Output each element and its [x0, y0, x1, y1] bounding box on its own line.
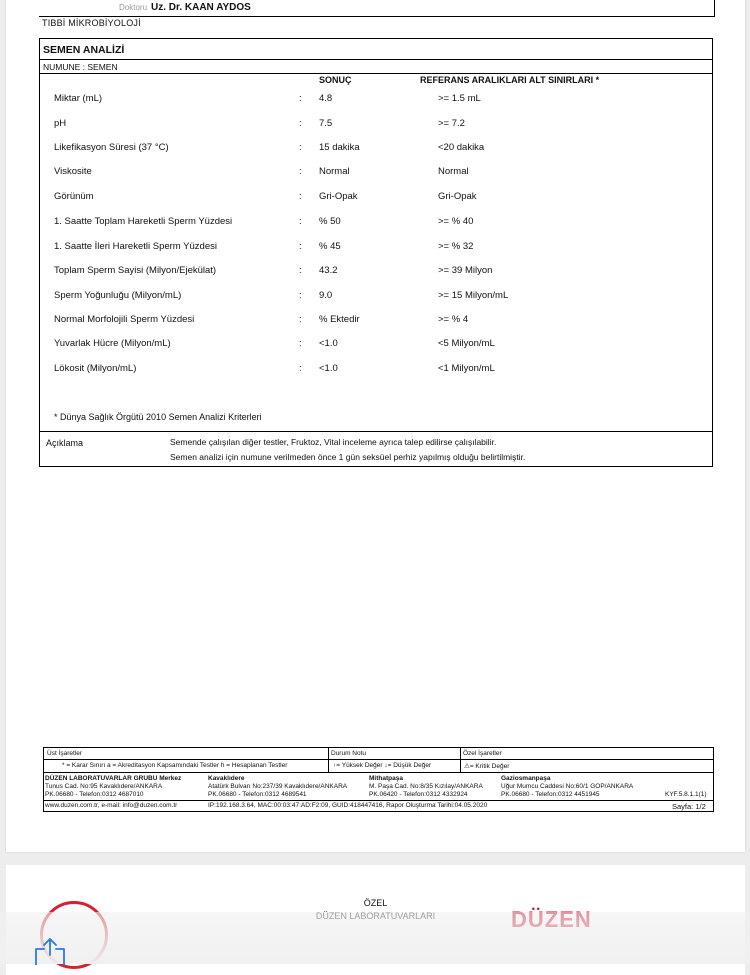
lab-name: DÜZEN LABORATUVARLAR GRUBU Merkez	[45, 775, 182, 782]
param-name: Viskosite	[54, 166, 92, 177]
result-value: 9.0	[319, 290, 333, 301]
doctor-line	[39, 0, 715, 17]
status-title: Durum Notu	[331, 750, 367, 757]
reference-value: Normal	[438, 166, 469, 177]
result-row	[40, 166, 712, 182]
sample-label: NUMUNE : SEMEN	[43, 62, 118, 72]
gaziosmanpasa-address: Uğur Mumcu Caddesi No:60/1 GOP/ANKARA	[501, 783, 634, 790]
result-value: % 45	[319, 241, 341, 252]
reference-value: >= 39 Milyon	[438, 265, 493, 276]
result-value: 43.2	[319, 265, 338, 276]
param-name: Görünüm	[54, 191, 94, 202]
mithatpasa-title: Mithatpaşa	[369, 775, 403, 782]
result-row	[40, 216, 712, 232]
result-value: 15 dakika	[319, 142, 360, 153]
kavaklidere-address: Atatürk Bulvarı No:237/39 Kavaklıdere/ANKARA	[208, 783, 348, 790]
reference-value: >= 15 Milyon/mL	[438, 290, 509, 301]
result-column-header: SONUÇ	[319, 75, 352, 85]
page-number: Sayfa: 1/2	[672, 802, 706, 811]
report-page-1	[6, 0, 745, 852]
gaziosmanpasa-phone: PK.06680 - Telefon:0312 4451945	[501, 791, 600, 798]
result-row	[40, 118, 712, 134]
kavaklidere-phone: PK.06680 - Telefon:0312 4689541	[208, 791, 307, 798]
param-name: Normal Morfolojili Sperm Yüzdesi	[54, 314, 195, 325]
row-separator: :	[299, 265, 302, 276]
param-name: Miktar (mL)	[54, 93, 103, 104]
reference-value: >= 7.2	[438, 118, 465, 129]
result-row	[40, 241, 712, 257]
explanation-line-2: Semen analizi için numune verilmeden önce 1 gün seksüel perhiz yapılmış olduğu belirtilmiştir.	[170, 452, 526, 462]
status-note: ↑= Yüksek Değer ↓= Düşük Değer	[333, 762, 432, 769]
reference-column-header: REFERANS ARALIKLARI ALT SINIRLARI *	[420, 75, 600, 85]
row-separator: :	[299, 93, 302, 104]
reference-value: >= % 4	[438, 314, 469, 325]
param-name: Yuvarlak Hücre (Milyon/mL)	[54, 338, 171, 349]
result-value: % Ektedir	[319, 314, 360, 325]
param-name: Lökosit (Milyon/mL)	[54, 363, 137, 374]
reference-value: <1 Milyon/mL	[438, 363, 495, 374]
explanation	[40, 431, 712, 467]
reference-value: >= 1.5 mL	[438, 93, 481, 104]
row-separator: :	[299, 314, 302, 325]
reference-value: <5 Milyon/mL	[438, 338, 495, 349]
param-name: Likefikasyon Süresi (37 °C)	[54, 142, 169, 153]
param-name: 1. Saatte İleri Hareketli Sperm Yüzdesi	[54, 241, 217, 252]
result-value: 4.8	[319, 93, 333, 104]
doctor-name: Uz. Dr. KAAN AYDOS	[151, 2, 251, 13]
top-signs-title: Üst İşaretler	[47, 750, 83, 757]
row-separator: :	[299, 166, 302, 177]
footnote: * Dünya Sağlık Örgütü 2010 Semen Analizi Kriterleri	[54, 412, 262, 422]
param-name: pH	[54, 118, 67, 129]
result-value: 7.5	[319, 118, 333, 129]
row-separator: :	[299, 142, 302, 153]
param-name: Toplam Sperm Sayisi (Milyon/Ejekülat)	[54, 265, 217, 276]
explanation-line-1: Semende çalışılan diğer testler, Fruktoz, Vital inceleme ayrıca talep edilirse çalışılabilir.	[170, 437, 497, 447]
result-value: % 50	[319, 216, 341, 227]
reference-value: Gri-Opak	[438, 191, 477, 202]
page2-line-1: ÖZEL	[363, 898, 388, 908]
report-meta: IP:192.168.3.64, MAC:00:03:47:AD:F2:09, GUID:418447416, Rapor Oluşturma Tarihi:04.05.2020	[208, 802, 488, 809]
sample-line	[40, 59, 712, 73]
semen-analysis-box	[39, 38, 713, 467]
reference-value: >= % 32	[438, 241, 474, 252]
department: TIBBİ MİKROBİYOLOJİ	[42, 18, 141, 28]
lab-phone: PK.06680 - Telefon:0312 4687010	[45, 791, 144, 798]
kavaklidere-title: Kavaklıdere	[208, 775, 245, 782]
bottom-toolbar	[0, 912, 750, 964]
result-row	[40, 93, 712, 109]
explanation-label: Açıklama	[46, 438, 84, 448]
web-contact: www.duzen.com.tr, e-mail: info@duzen.com.tr	[45, 802, 178, 809]
row-separator: :	[299, 241, 302, 252]
result-row	[40, 265, 712, 281]
row-separator: :	[299, 290, 302, 301]
gaziosmanpasa-title: Gaziosmanpaşa	[501, 775, 551, 782]
row-separator: :	[299, 216, 302, 227]
mithatpasa-address: M. Paşa Cad. No:8/35 Kızılay/ANKARA	[369, 783, 483, 790]
doctor-label: Doktoru	[119, 3, 148, 12]
result-row	[40, 191, 712, 207]
lab-address: Tunus Cad. No:95 Kavaklıdere/ANKARA	[45, 783, 163, 790]
result-value: Normal	[319, 166, 350, 177]
row-separator: :	[299, 191, 302, 202]
result-value: <1.0	[319, 338, 338, 349]
share-icon[interactable]	[30, 935, 70, 965]
document-code: KYF.5.8.1.1(1)	[665, 791, 707, 798]
result-row	[40, 314, 712, 330]
result-row	[40, 363, 712, 379]
result-row	[40, 338, 712, 354]
result-row	[40, 142, 712, 158]
special-title: Özel İşaretler	[463, 750, 502, 757]
param-name: 1. Saatte Toplam Hareketli Sperm Yüzdesi	[54, 216, 233, 227]
result-value: <1.0	[319, 363, 338, 374]
result-row	[40, 290, 712, 306]
reference-value: >= % 40	[438, 216, 474, 227]
row-separator: :	[299, 118, 302, 129]
report-title: SEMEN ANALİZİ	[43, 44, 125, 56]
row-separator: :	[299, 363, 302, 374]
mithatpasa-phone: PK.06420 - Telefon:0312 4332924	[369, 791, 468, 798]
row-separator: :	[299, 338, 302, 349]
param-name: Sperm Yoğunluğu (Milyon/mL)	[54, 290, 182, 301]
result-value: Gri-Opak	[319, 191, 358, 202]
reference-value: <20 dakika	[438, 142, 485, 153]
special-signs: ⚠= Kritik Değer	[464, 763, 510, 770]
legend-footer	[43, 747, 714, 812]
top-signs: * = Karar Sınırı a = Akreditasyon Kapsamındaki Testler h = Hesaplanan Testler	[62, 762, 288, 769]
